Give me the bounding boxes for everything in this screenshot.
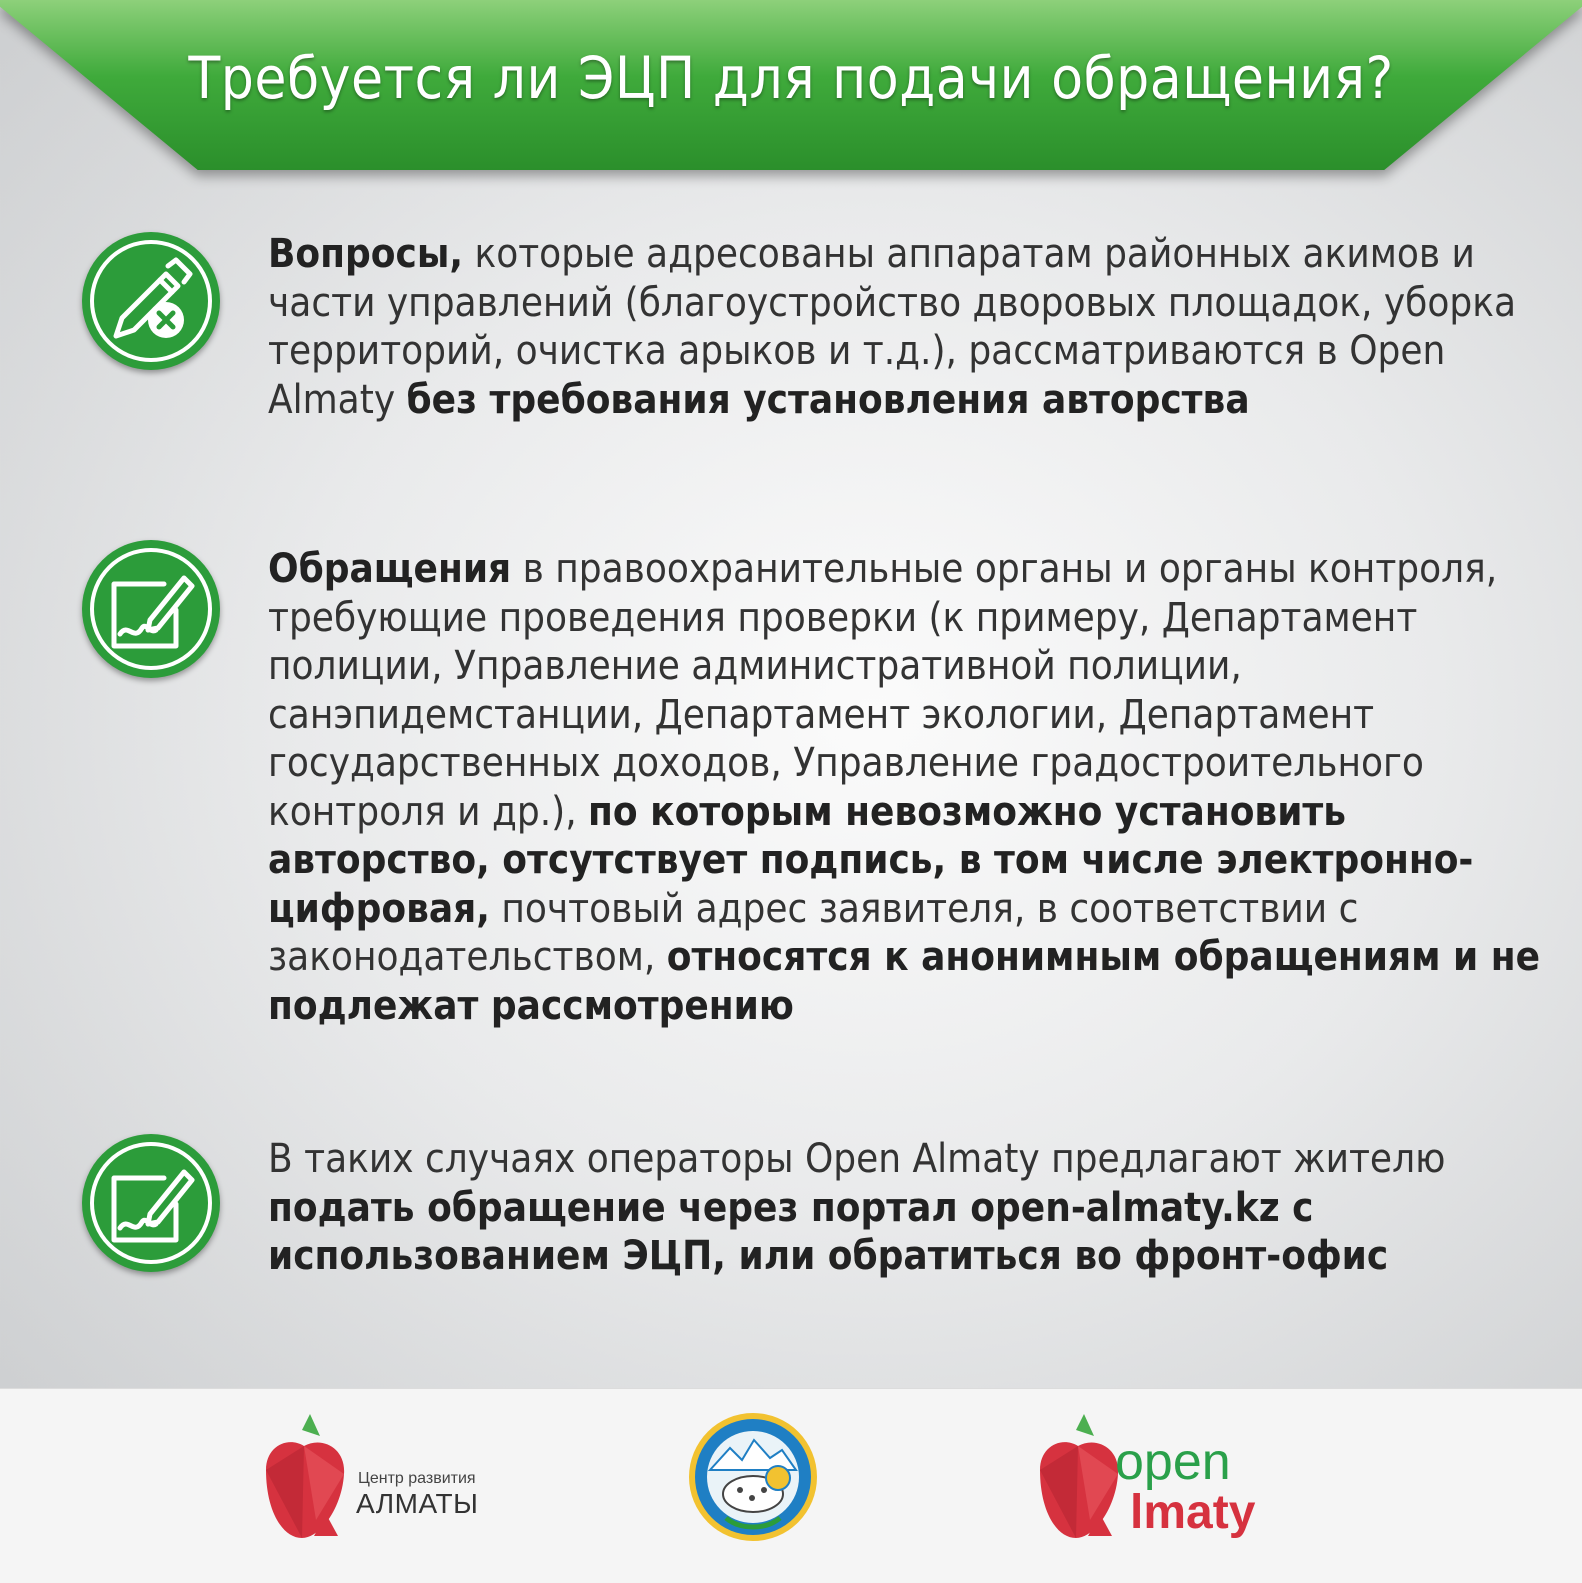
page-title: Требуется ли ЭЦП для подачи обращения? <box>188 44 1394 112</box>
pen-cross-icon <box>82 232 220 370</box>
center-development-label: Центр развития <box>358 1470 476 1487</box>
text-segment: по которым невозможно установить авторство, отсутствует подпись, в том числе электронно-цифровая, <box>268 788 1474 932</box>
text-segment: подать обращение через портал open-almaty.kz с использованием ЭЦП, или обратиться во фронт-офис <box>268 1184 1389 1279</box>
open-almaty-word-almaty: lmaty <box>1130 1486 1256 1539</box>
document-sign-icon <box>82 540 220 678</box>
open-almaty-logo <box>1020 1410 1130 1560</box>
info-text-3 <box>268 1135 1558 1281</box>
center-development-name: АЛМАТЫ <box>356 1488 479 1519</box>
text-segment: В таких случаях операторы Open Almaty предлагают жителю <box>268 1136 1446 1182</box>
text-segment: Вопросы, <box>268 231 464 277</box>
text-segment: без требования установления авторства <box>406 376 1250 423</box>
info-text-1 <box>268 230 1558 424</box>
open-almaty-word-open: open <box>1115 1433 1231 1491</box>
text-segment: в правоохранительные органы и органы контроля, требующие проведения проверки (к примеру, Департамент полиции, Управление административной полиции, санэпидемстанции, Департамент экологии, Департамент государственных доходов, Управление градостроительного контроля и др.), <box>268 546 1498 835</box>
almaty-emblem-icon <box>686 1410 820 1544</box>
text-segment: Обращения <box>268 546 512 592</box>
text-segment: относятся к анонимным обращениям и не подлежат рассмотрению <box>268 934 1541 1029</box>
info-text-2 <box>268 545 1558 1030</box>
center-development-logo <box>246 1410 356 1560</box>
document-sign-icon <box>82 1134 220 1272</box>
text-segment: которые адресованы аппаратам районных акимов и части управлений (благоустройство дворовых площадок, уборка территорий, очистка арыков и т.д.), рассматриваются в Open Almaty <box>268 231 1516 423</box>
text-segment: почтовый адрес заявителя, в соответствии с законодательством, <box>268 885 1359 980</box>
